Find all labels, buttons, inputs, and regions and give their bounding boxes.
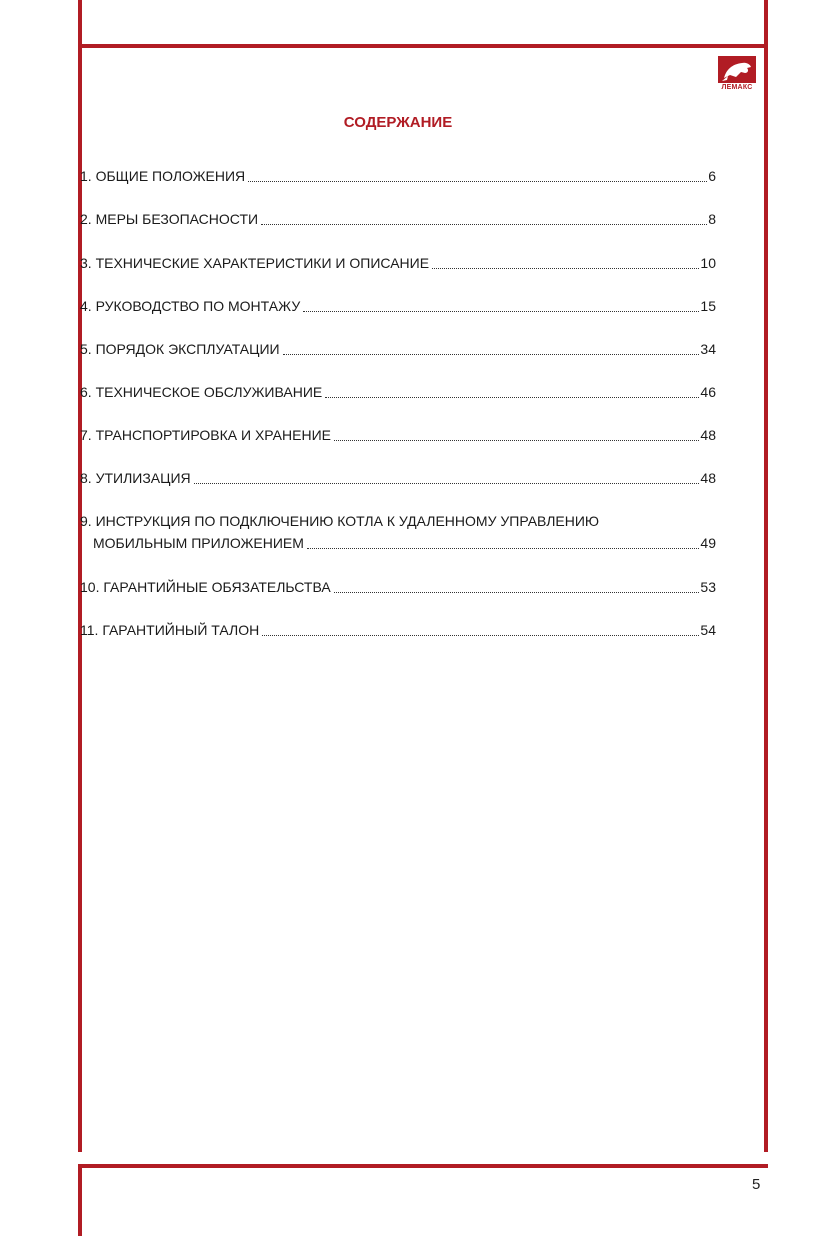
page-number: 5: [752, 1176, 761, 1193]
toc-item-page: 54: [700, 622, 716, 638]
toc-item-label: 1. ОБЩИЕ ПОЛОЖЕНИЯ: [80, 168, 246, 184]
leader-dots: [307, 547, 700, 549]
toc-item-page: 49: [700, 535, 716, 551]
toc-item[interactable]: [80, 384, 716, 401]
toc-item-label: 6. ТЕХНИЧЕСКОЕ ОБСЛУЖИВАНИЕ: [80, 384, 323, 400]
toc-item-page: 34: [700, 341, 716, 357]
toc-item[interactable]: [80, 168, 716, 185]
logo-text: ЛЕМАКС: [721, 84, 753, 91]
toc-item[interactable]: [80, 622, 716, 639]
toc-item-page: 48: [700, 427, 716, 443]
toc-item-label: 11. ГАРАНТИЙНЫЙ ТАЛОН: [80, 622, 260, 638]
toc-item-page: 48: [700, 470, 716, 486]
leader-dots: [194, 482, 700, 484]
toc-item[interactable]: [80, 427, 716, 444]
toc-item-label: 4. РУКОВОДСТВО ПО МОНТАЖУ: [80, 298, 301, 314]
leader-dots: [432, 267, 699, 269]
toc-item-page: 6: [708, 168, 716, 184]
toc-item-label: 8. УТИЛИЗАЦИЯ: [80, 470, 191, 486]
toc-item-label-line1[interactable]: 9. ИНСТРУКЦИЯ ПО ПОДКЛЮЧЕНИЮ КОТЛА К УДАЛЕННОМУ УПРАВЛЕНИЮ: [80, 513, 600, 529]
leader-dots: [248, 180, 707, 182]
page-title: СОДЕРЖАНИЕ: [343, 114, 453, 131]
toc-item[interactable]: [80, 211, 716, 228]
leader-dots: [334, 439, 699, 441]
frame-top-rule: [78, 44, 768, 48]
leader-dots: [261, 223, 707, 225]
toc-item[interactable]: [80, 255, 716, 272]
leader-dots: [283, 353, 700, 355]
leader-dots: [303, 310, 699, 312]
toc-item[interactable]: [80, 470, 716, 487]
leader-dots: [262, 634, 699, 636]
frame-bottom-rule: [78, 1164, 768, 1168]
toc-item[interactable]: [80, 579, 716, 596]
toc-item-label: 7. ТРАНСПОРТИРОВКА И ХРАНЕНИЕ: [80, 427, 331, 443]
toc-item-label: 5. ПОРЯДОК ЭКСПЛУАТАЦИИ: [80, 341, 280, 357]
toc-item-page: 46: [700, 384, 716, 400]
toc-item[interactable]: [80, 298, 716, 315]
toc-item-page: 8: [708, 211, 716, 227]
toc-item-label: 10. ГАРАНТИЙНЫЕ ОБЯЗАТЕЛЬСТВА: [80, 579, 331, 595]
toc-item-label-line2: МОБИЛЬНЫМ ПРИЛОЖЕНИЕМ: [93, 535, 304, 551]
toc-item-page: 10: [700, 255, 716, 271]
toc-item-label: 3. ТЕХНИЧЕСКИЕ ХАРАКТЕРИСТИКИ И ОПИСАНИЕ: [80, 255, 430, 271]
leader-dots: [334, 591, 700, 593]
toc-item-page: 15: [700, 298, 716, 314]
toc-item-page: 53: [700, 579, 716, 595]
toc-item-label: 2. МЕРЫ БЕЗОПАСНОСТИ: [80, 211, 259, 227]
toc-item[interactable]: [80, 535, 716, 552]
toc-item[interactable]: [80, 341, 716, 358]
frame-bottom-left-rule: [78, 1164, 82, 1236]
leader-dots: [325, 396, 699, 398]
